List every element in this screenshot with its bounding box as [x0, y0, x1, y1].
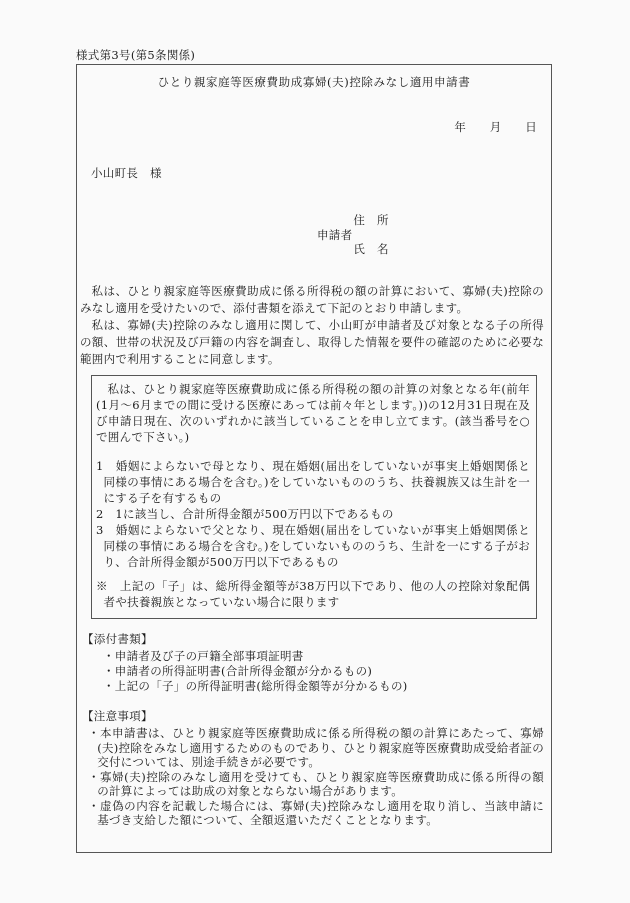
declaration-option-1: 1 婚姻によらないで母となり、現在婚姻(届出をしていないが事実上婚姻関係と同様の事情にある場合を含む。)をしていないもののうち、扶養親族又は生計を一にする子を有するもの	[96, 459, 530, 505]
attachment-item: ・申請者及び子の戸籍全部事項証明書	[103, 649, 304, 663]
application-paragraph: 私は、ひとり親家庭等医療費助成に係る所得税の額の計算において、寡婦(夫)控除のみなし適用を受けたいので、添付書類を添えて下記のとおり申請します。	[80, 284, 544, 315]
consent-paragraphs	[77, 283, 551, 368]
address-field-label: 住 所	[353, 213, 389, 227]
declaration-option-2: 2 1に該当し、合計所得金額が500万円以下であるもの	[96, 507, 394, 521]
caution-item: ・本申請書は、ひとり親家庭等医療費助成に係る所得税の額の計算にあたって、寡婦(夫)控除をみなし適用するためのものであり、ひとり親家庭等医療費助成受給者証の交付については、別途手続きが必要です。	[88, 726, 544, 769]
declaration-option-3: 3 婚姻によらないで父となり、現在婚姻(届出をしていないが事実上婚姻関係と同様の事情にある場合を含む。)をしていないもののうち、生計を一にする子がおり、合計所得金額が500万円以下であるもの	[96, 523, 530, 569]
date-fill-in-line: 年 月 日	[454, 120, 537, 134]
name-field-label: 氏 名	[353, 242, 389, 256]
form-title: ひとり親家庭等医療費助成寡婦(夫)控除みなし適用申請書	[157, 75, 471, 89]
attachment-item: ・申請者の所得証明書(合計所得金額が分かるもの)	[103, 664, 373, 678]
cautions-list	[77, 726, 551, 828]
form-number-label: 様式第3号(第5条関係)	[76, 48, 196, 62]
caution-item: ・虚偽の内容を記載した場合には、寡婦(夫)控除みなし適用を取り消し、当該申請に基づき支給した額について、全額返還いただくこととなります。	[88, 798, 544, 827]
applicant-label: 申請者	[317, 227, 353, 242]
applicant-fields	[353, 212, 388, 257]
applicant-block	[317, 212, 551, 257]
declaration-note: ※ 上記の「子」は、総所得金額等が38万円以下であり、他の人の控除対象配偶者や扶養親族となっていない場合に限ります	[96, 579, 530, 609]
cautions-heading: 【注意事項】	[82, 709, 153, 723]
declaration-options	[96, 458, 530, 570]
attachments-heading: 【添付書類】	[82, 632, 153, 646]
attachment-item: ・上記の「子」の所得証明書(総所得金額等が分かるもの)	[103, 679, 408, 693]
declaration-statement: 私は、ひとり親家庭等医療費助成に係る所得税の額の計算の対象となる年(前年(1月〜6月までの間に受ける医療にあっては前々年とします。))の12月31日現在及び申請日現在、次のいずれかに該当していることを申し立てます。(該当番号を○で囲んで下さい。)	[96, 382, 530, 444]
caution-item: ・寡婦(夫)控除のみなし適用を受けても、ひとり親家庭等医療費助成に係る所得の額の計算によっては助成の対象とならない場合があります。	[88, 769, 544, 798]
declaration-box	[91, 375, 537, 619]
attachments-list	[77, 649, 551, 694]
form-outer-border	[76, 64, 552, 853]
consent-paragraph: 私は、寡婦(夫)控除のみなし適用に関して、小山町が申請者及び対象となる子の所得の額、世帯の状況及び戸籍の内容を調査し、取得した情報を要件の確認のために必要な範囲内で利用することに同意します。	[80, 318, 544, 366]
addressee-line: 小山町長 様	[91, 166, 162, 180]
